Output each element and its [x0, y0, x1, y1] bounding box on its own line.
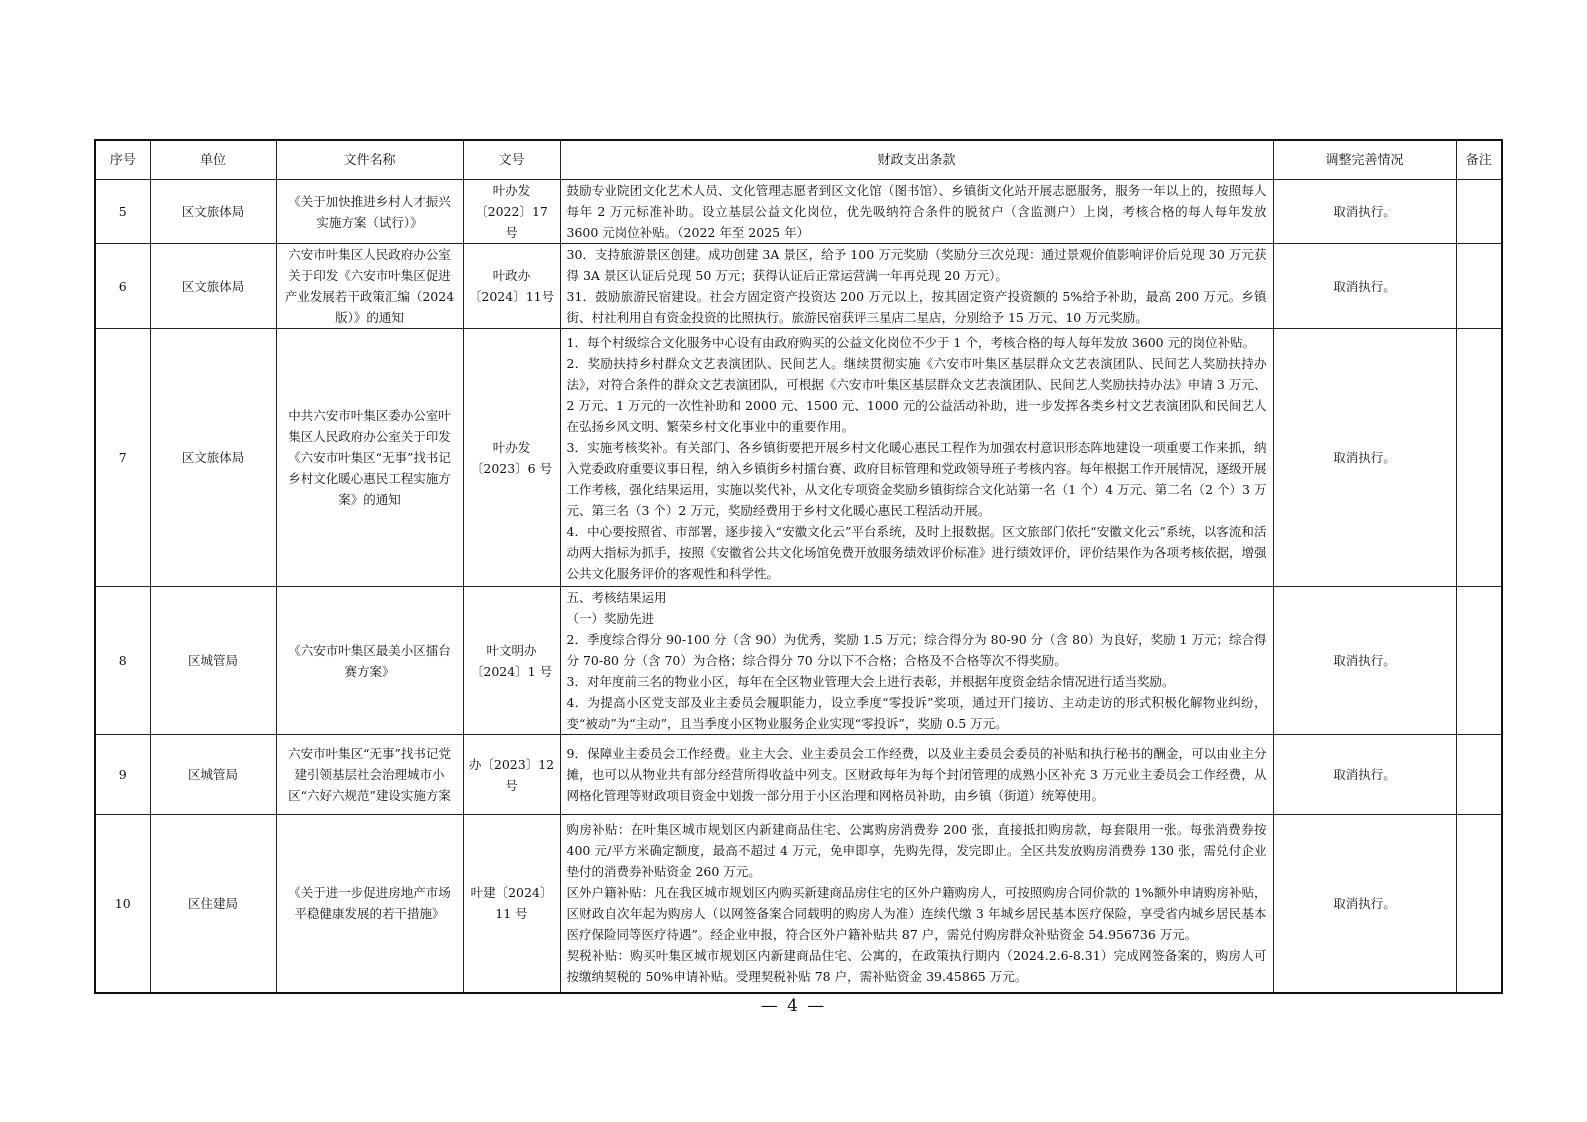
clause-paragraph: 31．鼓励旅游民宿建设。社会方固定资产投资达 200 万元以上，按其固定资产投资额的 5%给予补助，最高 200 万元。乡镇街、村社利用自有资金投资的比照执行。旅游民宿获评三星店二星店，分别给予 15 万元、10 万元奖励。 [566, 289, 1267, 325]
row-clauses [560, 587, 1273, 735]
row-doc-no: 叶建〔2024〕11 号 [463, 815, 560, 993]
row-status: 取消执行。 [1273, 244, 1456, 329]
clause-paragraph: 购房补贴：在叶集区城市规划区内新建商品住宅、公寓购房消费券 200 张，直接抵扣购房款，每套限用一张。每张消费券按 400 元/平方米确定额度，最高不超过 4 万元，免申即享，先购先得，发完即止。全区共发放购房消费券 130 张，需兑付企业垫付的消费券补贴资金 260 万元。 [566, 822, 1267, 880]
table-row [95, 735, 1502, 815]
header-remark: 备注 [1456, 140, 1502, 180]
row-remark [1456, 180, 1502, 244]
row-doc-no: 叶政办〔2024〕11号 [463, 244, 560, 329]
clause-paragraph: 鼓励专业院团文化艺术人员、文化管理志愿者到区文化馆（图书馆）、乡镇街文化站开展志愿服务，服务一年以上的，按照每人每年 2 万元标准补助。设立基层公益文化岗位，优先吸纳符合条件的脱贫户（含监测户）上岗，考核合格的每人每年发放 3600 元岗位补贴。（2022 年至 2025 年） [566, 183, 1267, 240]
clause-paragraph: 4．为提高小区党支部及业主委员会履职能力，设立季度“零投诉”奖项，通过开门接访、主动走访的形式积极化解物业纠纷，变“被动”为“主动”，且当季度小区物业服务企业实现“零投诉”，奖励 0.5 万元。 [566, 695, 1267, 731]
row-doc-name: 《六安市叶集区最美小区擂台赛方案》 [276, 587, 463, 735]
row-index: 9 [95, 735, 150, 815]
clause-paragraph: 2．季度综合得分 90-100 分（含 90）为优秀，奖励 1.5 万元；综合得分为 80-90 分（含 80）为良好，奖励 1 万元；综合得分 70-80 分（含 70）为合格；综合得分 70 分以下不合格；合格及不合格等次不得奖励。 [566, 632, 1267, 668]
row-remark [1456, 587, 1502, 735]
row-index: 7 [95, 329, 150, 587]
row-index: 5 [95, 180, 150, 244]
row-clauses [560, 180, 1273, 244]
clause-paragraph: 3．实施考核奖补。有关部门、各乡镇街要把开展乡村文化暖心惠民工程作为加强农村意识形态阵地建设一项重要工作来抓，纳入党委政府重要议事日程，纳入乡镇街乡村擂台赛、政府目标管理和党政领导班子考核内容。每年根据工作开展情况，逐级开展工作考核，强化结果运用，实施以奖代补，从文化专项资金奖励乡镇街综合文化站第一名（1 个）4 万元、第二名（2 个）3 万元、第三名（3 个）2 万元，奖励经费用于乡村文化暖心惠民工程活动开展。 [566, 439, 1267, 518]
row-remark [1456, 244, 1502, 329]
policy-table [94, 139, 1503, 994]
row-remark [1456, 815, 1502, 993]
clause-paragraph: 3．对年度前三名的物业小区，每年在全区物业管理大会上进行表彰，并根据年度资金结余情况进行适当奖励。 [566, 674, 1175, 689]
row-unit: 区文旅体局 [150, 329, 276, 587]
row-index: 8 [95, 587, 150, 735]
row-unit: 区住建局 [150, 815, 276, 993]
row-clauses [560, 815, 1273, 993]
row-unit: 区文旅体局 [150, 180, 276, 244]
page-number: — 4 — [760, 996, 827, 1016]
row-doc-no: 叶文明办〔2024〕1 号 [463, 587, 560, 735]
clause-paragraph: 9．保障业主委员会工作经费。业主大会、业主委员会工作经费，以及业主委员会委员的补贴和执行秘书的酬金，可以由业主分摊，也可以从物业共有部分经营所得收益中列支。区财政每年为每个封闭管理的成熟小区补充 3 万元业主委员会工作经费，从网格化管理等财政项目资金中划拨一部分用于小区治理和网格员补助，由乡镇（街道）统筹使用。 [566, 746, 1267, 803]
row-doc-name: 《关于加快推进乡村人才振兴实施方案（试行）》 [276, 180, 463, 244]
clause-paragraph: 4．中心要按照省、市部署，逐步接入“安徽文化云”平台系统，及时上报数据。区文旅部门依托“安徽文化云”系统，以客流和活动两大指标为抓手，按照《安徽省公共文化场馆免费开放服务绩效评价标准》进行绩效评价，评价结果作为各项考核依据，增强公共文化服务评价的客观性和科学性。 [566, 523, 1267, 581]
row-index: 10 [95, 815, 150, 993]
row-remark [1456, 329, 1502, 587]
row-unit: 区文旅体局 [150, 244, 276, 329]
row-status: 取消执行。 [1273, 587, 1456, 735]
clause-paragraph: 30．支持旅游景区创建。成功创建 3A 景区，给予 100 万元奖励（奖励分三次兑现：通过景观价值影响评价后兑现 30 万元获得 3A 景区认证后兑现 50 万元；获得认证后正常运营满一年再兑现 20 万元）。 [566, 247, 1267, 283]
row-clauses [560, 329, 1273, 587]
clause-paragraph: 五、考核结果运用 [566, 590, 667, 605]
row-doc-name: 中共六安市叶集区委办公室叶集区人民政府办公室关于印发《六安市叶集区“无事”找书记乡村文化暖心惠民工程实施方案》的通知 [276, 329, 463, 587]
table-row [95, 815, 1502, 993]
row-doc-name: 六安市叶集区人民政府办公室关于印发《六安市叶集区促进产业发展若干政策汇编（2024 版）》的通知 [276, 244, 463, 329]
header-unit: 单位 [150, 140, 276, 180]
row-unit: 区城管局 [150, 735, 276, 815]
row-status: 取消执行。 [1273, 735, 1456, 815]
clause-paragraph: 1．每个村级综合文化服务中心设有由政府购买的公益文化岗位不少于 1 个，考核合格的每人每年发放 3600 元的岗位补贴。 [566, 334, 1256, 350]
row-doc-name: 六安市叶集区“无事”找书记党建引领基层社会治理城市小区“六好六规范”建设实施方案 [276, 735, 463, 815]
header-doc-no: 文号 [463, 140, 560, 180]
row-unit: 区城管局 [150, 587, 276, 735]
row-clauses [560, 244, 1273, 329]
table-row [95, 329, 1502, 587]
clause-paragraph: 契税补贴：购买叶集区城市规划区内新建商品住宅、公寓的，在政策执行期内（2024.2.6-8.31）完成网签备案的，购房人可按缴纳契税的 50%申请补贴。受理契税补贴 78 户，需补贴资金 39.45865 万元。 [566, 948, 1267, 985]
row-status: 取消执行。 [1273, 815, 1456, 993]
row-doc-no: 叶办发〔2023〕6 号 [463, 329, 560, 587]
clause-paragraph: 区外户籍补贴：凡在我区城市规划区内购买新建商品房住宅的区外户籍购房人，可按照购房合同价款的 1%额外申请购房补贴，区财政自次年起为购房人（以网签备案合同载明的购房人为准）连续代缴 3 年城乡居民基本医疗保险，享受省内城乡居民基本医疗保险同等医疗待遇”。经企业申报，符合区外户籍补贴共 87 户，需兑付购房群众补贴资金 54.956736 万元。 [566, 885, 1267, 943]
header-status: 调整完善情况 [1273, 140, 1456, 180]
row-doc-no: 办〔2023〕12号 [463, 735, 560, 815]
table-row [95, 244, 1502, 329]
row-index: 6 [95, 244, 150, 329]
row-doc-no: 叶办发〔2022〕17 号 [463, 180, 560, 244]
row-doc-name: 《关于进一步促进房地产市场平稳健康发展的若干措施》 [276, 815, 463, 993]
row-status: 取消执行。 [1273, 329, 1456, 587]
row-clauses [560, 735, 1273, 815]
table-row [95, 587, 1502, 735]
row-remark [1456, 735, 1502, 815]
header-clauses: 财政支出条款 [560, 140, 1273, 180]
header-doc-name: 文件名称 [276, 140, 463, 180]
clause-paragraph: （一）奖励先进 [566, 611, 655, 626]
table-header-row [95, 140, 1502, 180]
header-index: 序号 [95, 140, 150, 180]
table-row [95, 180, 1502, 244]
clause-paragraph: 2．奖励扶持乡村群众文艺表演团队、民间艺人。继续贯彻实施《六安市叶集区基层群众文艺表演团队、民间艺人奖励扶持办法》，对符合条件的群众文艺表演团队，可根据《六安市叶集区基层群众文艺表演团队、民间艺人奖励扶持办法》申请 3 万元、2 万元、1 万元的一次性补助和 2000 元、1500 元、1000 元的公益活动补助，进一步发挥各类乡村文艺表演团队和民间艺人在弘扬乡风文明、繁荣乡村文化事业中的重要作用。 [566, 355, 1267, 434]
row-status: 取消执行。 [1273, 180, 1456, 244]
